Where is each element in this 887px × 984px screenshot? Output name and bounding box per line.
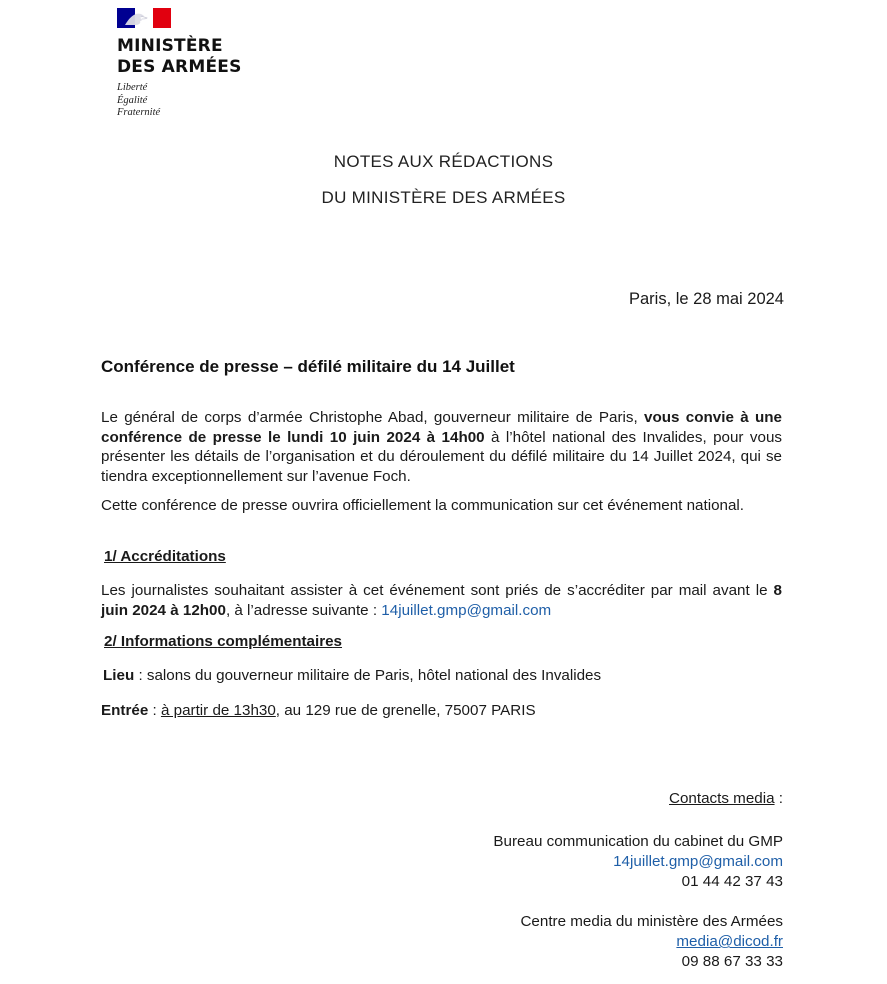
contacts-title-suffix: : (774, 790, 783, 807)
entree-sep: : (148, 702, 161, 719)
section-info-title: 2/ Informations complémentaires (104, 633, 343, 650)
heading-line1: NOTES AUX RÉDACTIONS (333, 152, 554, 171)
accreditations-text-2: , à l’adresse suivante : (225, 601, 382, 619)
entree-address: , au 129 rue de grenelle, 75007 PARIS (275, 702, 536, 719)
motto-egalite: Égalité (117, 94, 148, 106)
ministry-name (117, 36, 242, 78)
entree-time: à partir de 13h30 (160, 702, 276, 719)
ministry-logo (117, 8, 242, 120)
centre-email-link[interactable]: media@dicod.fr (676, 933, 783, 950)
announcement-paragraph: Cette conférence de presse ouvrira officiellement la communication sur cet événement national. (101, 497, 744, 514)
marianne-flag-icon (117, 8, 171, 28)
centre-name: Centre media du ministère des Armées (520, 913, 783, 930)
accreditation-email-link[interactable]: 14juillet.gmp@gmail.com (381, 601, 552, 619)
document-date: Paris, le 28 mai 2024 (628, 290, 784, 308)
heading-line2: DU MINISTÈRE DES ARMÉES (321, 188, 566, 207)
contacts-heading (669, 789, 783, 808)
contacts-title: Contacts media (669, 790, 775, 807)
subject-title: Conférence de presse – défilé militaire du 14 Juillet (101, 357, 515, 376)
accreditations-paragraph (101, 581, 782, 620)
intro-text-1: Le général de corps d’armée Christophe Abad, gouverneur militaire de Paris, (101, 409, 645, 426)
ministry-name-line2: DES ARMÉES (117, 57, 242, 77)
accreditations-deadline: 8 juin 2024 à 12h00 (101, 582, 782, 619)
bureau-name: Bureau communication du cabinet du GMP (493, 833, 783, 850)
motto-liberte: Liberté (117, 82, 148, 93)
entree-line (101, 701, 536, 720)
ministry-name-line1: MINISTÈRE (117, 36, 223, 56)
accreditations-text-1: Les journalistes souhaitant assister à cet événement sont priés de s’accréditer par mail avant le (101, 582, 774, 599)
republic-motto (117, 82, 242, 120)
lieu-line (103, 666, 601, 685)
intro-paragraph (101, 408, 782, 486)
bureau-phone: 01 44 42 37 43 (681, 873, 783, 890)
lieu-label: Lieu (103, 667, 135, 684)
intro-invitation: vous convie à une conférence de presse le lundi 10 juin 2024 à 14h00 (101, 409, 782, 446)
section-accreditations-title: 1/ Accréditations (104, 548, 226, 565)
intro-text-2: à l’hôtel national des Invalides, pour vous présenter les détails de l’organisation et du déroulement du défilé militaire du 14 Juillet 2024, qui se tiendra exceptionnellement sur l’avenue Foch. (101, 428, 782, 485)
motto-fraternite: Fraternité (117, 107, 161, 118)
bureau-email-link[interactable]: 14juillet.gmp@gmail.com (613, 853, 783, 870)
entree-label: Entrée (101, 702, 149, 719)
lieu-text: : salons du gouverneur militaire de Paris, hôtel national des Invalides (134, 667, 602, 684)
centre-phone: 09 88 67 33 33 (681, 953, 783, 970)
